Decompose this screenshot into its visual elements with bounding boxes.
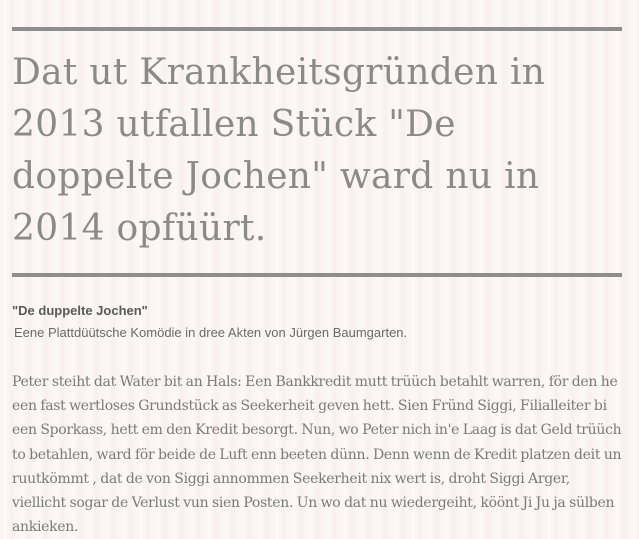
play-subtitle: Eene Plattdüütsche Komödie in dree Akten von Jürgen Baumgarten. [14, 325, 408, 340]
play-title: "De duppelte Jochen" [12, 303, 148, 318]
article-headline: Dat ut Krankheitsgründen in 2013 utfallen Stück "De doppelte Jochen" ward nu in 2014 opfüürt. [12, 52, 546, 249]
top-divider [12, 27, 622, 31]
headline-divider [12, 273, 622, 277]
article-body: Peter steiht dat Water bit an Hals: Een Bankkredit mutt trüüch betahlt warren, för den he een fast wertloses Grundstück as Seekerheit geven hett. Sien Fründ Siggi, Filialleiter bi een Sporkass, hett em den Kredit besorgt. Nun, wo Peter nich in'e Laag is dat Geld trüüch to betahlen, ward för beide de Luft enn beeten dünn. Denn wenn de Kredit platzen deit un ruutkömmt , dat de von Siggi annommen Seekerheit nix wert is, droht Siggi Arger, viellicht sogar de Verlust vun sien Posten. Un wo dat nu wiedergeiht, köönt Ji Ju ja sülben ankieken. [12, 374, 622, 536]
article [12, 0, 622, 539]
